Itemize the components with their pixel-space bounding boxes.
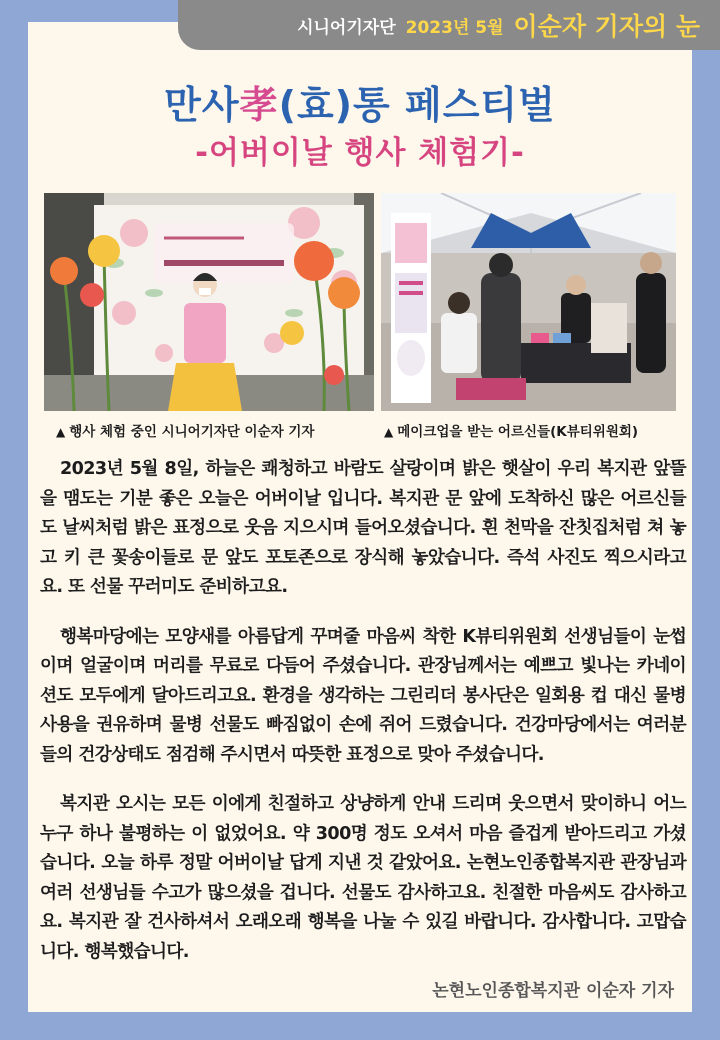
caption-marker-icon: ▲	[384, 425, 394, 439]
paragraph-1: 2023년 5월 8일, 하늘은 쾌청하고 바람도 살랑이며 밝은 햇살이 우리 복지관 앞뜰을 맴도는 기분 좋은 오늘은 어버이날 입니다. 복지관 문 앞에 도착하신 많은 어르신들도 날씨처럼 밝은 표정으로 웃음 지으시며 들어오셨습니다. 흰 천막을 잔칫집처럼 쳐 놓고 키 큰 꽃송이들로 문 앞도 포토존으로 장식해 놓았습니다. 즉석 사진도 찍으시라고요. 또 선물 꾸러미도 준비하고요.	[40, 459, 686, 597]
column-banner	[178, 0, 720, 50]
paragraph-3: 복지관 오시는 모든 이에게 친절하고 상냥하게 안내 드리며 웃으면서 맞이하니 어느 누구 하나 불평하는 이 없었어요. 약 300명 정도 오셔서 마음 즐겁게 받아드리고 가셨습니다. 오늘 하루 정말 어버이날 답게 지낸 것 같았어요. 논현노인종합복지관 관장님과 여러 선생님들 수고가 많으셨을 겁니다. 선물도 감사하고요. 친절한 마음씨도 감사하고요. 복지관 잘 건사하셔서 오래오래 행복을 나눌 수 있길 바랍니다. 감사합니다. 고맙습니다. 행복했습니다.	[40, 794, 686, 962]
photo-makeup-booth	[381, 193, 676, 411]
banner-date: 2023년 5월	[405, 17, 504, 38]
caption-marker-icon: ▲	[56, 425, 66, 439]
article-subtitle: -어버이날 행사 체험기-	[195, 135, 525, 171]
banner-column: 이순자 기자의 눈	[513, 12, 700, 41]
title-hanja: 孝	[239, 82, 279, 127]
byline: 논현노인종합복지관 이순자 기자	[432, 981, 674, 1001]
photo-reporter-photozone	[44, 193, 374, 411]
banner-section: 시니어기자단	[297, 17, 396, 38]
photo-caption-1: ▲ 행사 체험 중인 시니어기자단 이순자 기자	[56, 424, 315, 440]
paragraph-2: 행복마당에는 모양새를 아름답게 꾸며줄 마음씨 착한 K뷰티위원회 선생님들이 눈썹이며 얼굴이며 머리를 무료로 다듬어 주셨습니다. 관장님께서는 예쁘고 빛나는 카네이션도 모두에게 달아드리고요. 환경을 생각하는 그린리더 봉사단은 일회용 컵 대신 물병 사용을 권유하며 물병 선물도 빠짐없이 손에 쥐어 드렸습니다. 건강마당에서는 여러분들의 건강상태도 점검해 주시면서 따뜻한 표정으로 맞아 주셨습니다.	[40, 626, 686, 765]
photo-caption-2: ▲ 메이크업을 받는 어르신들(K뷰티위원회)	[384, 424, 639, 440]
article-body	[40, 455, 686, 987]
article-title: 만사孝(효)통 페스티벌	[164, 82, 556, 127]
